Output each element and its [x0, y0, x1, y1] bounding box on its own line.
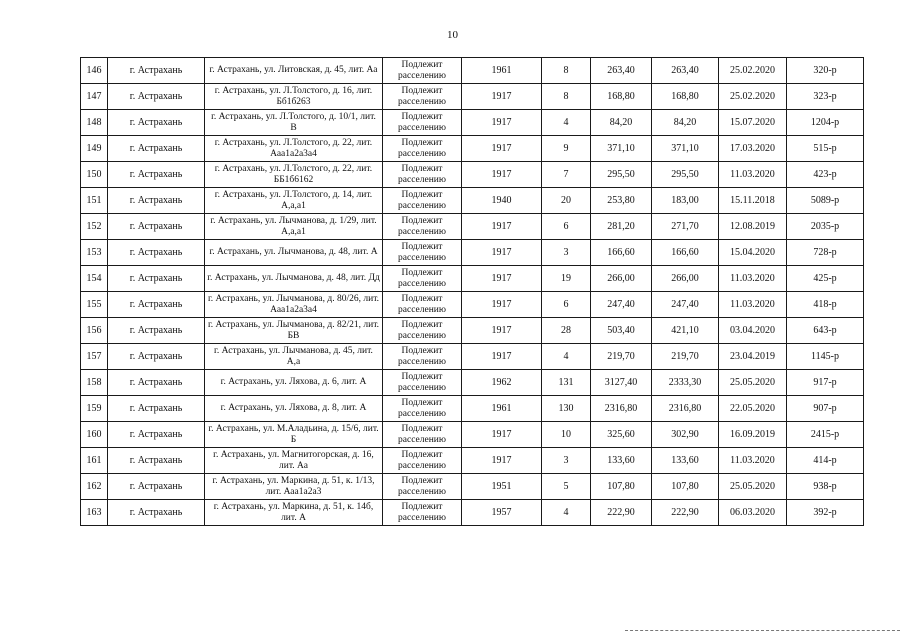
- row-number-cell: 154: [81, 266, 108, 292]
- address-cell: г. Астрахань, ул. Ляхова, д. 8, лит. А: [205, 396, 383, 422]
- year-cell: 1917: [462, 344, 542, 370]
- city-cell: г. Астрахань: [108, 214, 205, 240]
- address-cell: г. Астрахань, ул. Лычманова, д. 48, лит. А: [205, 240, 383, 266]
- decision-date-cell: 15.04.2020: [719, 240, 787, 266]
- residents-count-cell: 20: [542, 188, 591, 214]
- order-number-cell: 907-р: [787, 396, 864, 422]
- status-cell: Подлежит расселению: [383, 136, 462, 162]
- row-number-cell: 156: [81, 318, 108, 344]
- table-row: [81, 110, 864, 136]
- order-number-cell: 323-р: [787, 84, 864, 110]
- status-cell: Подлежит расселению: [383, 84, 462, 110]
- total-area-cell: 107,80: [591, 474, 652, 500]
- order-number-cell: 423-р: [787, 162, 864, 188]
- year-cell: 1951: [462, 474, 542, 500]
- address-cell: г. Астрахань, ул. Ляхова, д. 6, лит. А: [205, 370, 383, 396]
- address-cell: г. Астрахань, ул. Маркина, д. 51, к. 14б, лит. А: [205, 500, 383, 526]
- address-cell: г. Астрахань, ул. Лычманова, д. 45, лит. А,а: [205, 344, 383, 370]
- city-cell: г. Астрахань: [108, 370, 205, 396]
- decision-date-cell: 25.02.2020: [719, 84, 787, 110]
- row-number-cell: 160: [81, 422, 108, 448]
- decision-date-cell: 11.03.2020: [719, 162, 787, 188]
- total-area-cell: 2316,80: [591, 396, 652, 422]
- order-number-cell: 1204-р: [787, 110, 864, 136]
- total-area-cell: 166,60: [591, 240, 652, 266]
- residents-count-cell: 4: [542, 344, 591, 370]
- table-row: [81, 422, 864, 448]
- living-area-cell: 2333,30: [652, 370, 719, 396]
- status-cell: Подлежит расселению: [383, 266, 462, 292]
- row-number-cell: 147: [81, 84, 108, 110]
- living-area-cell: 295,50: [652, 162, 719, 188]
- residents-count-cell: 131: [542, 370, 591, 396]
- page-number: 10: [447, 29, 458, 41]
- order-number-cell: 728-р: [787, 240, 864, 266]
- year-cell: 1917: [462, 214, 542, 240]
- year-cell: 1917: [462, 448, 542, 474]
- decision-date-cell: 25.05.2020: [719, 474, 787, 500]
- order-number-cell: 643-р: [787, 318, 864, 344]
- total-area-cell: 295,50: [591, 162, 652, 188]
- residents-count-cell: 28: [542, 318, 591, 344]
- status-cell: Подлежит расселению: [383, 396, 462, 422]
- residents-count-cell: 5: [542, 474, 591, 500]
- residents-count-cell: 3: [542, 240, 591, 266]
- row-number-cell: 161: [81, 448, 108, 474]
- status-cell: Подлежит расселению: [383, 422, 462, 448]
- status-cell: Подлежит расселению: [383, 188, 462, 214]
- row-number-cell: 157: [81, 344, 108, 370]
- residents-count-cell: 19: [542, 266, 591, 292]
- residents-count-cell: 4: [542, 110, 591, 136]
- address-cell: г. Астрахань, ул. Л.Толстого, д. 22, лит. Ааа1а2а3а4: [205, 136, 383, 162]
- residents-count-cell: 130: [542, 396, 591, 422]
- address-cell: г. Астрахань, ул. Лычманова, д. 48, лит. Дд: [205, 266, 383, 292]
- order-number-cell: 1145-р: [787, 344, 864, 370]
- residents-count-cell: 9: [542, 136, 591, 162]
- decision-date-cell: 11.03.2020: [719, 448, 787, 474]
- total-area-cell: 168,80: [591, 84, 652, 110]
- table-row: [81, 500, 864, 526]
- row-number-cell: 162: [81, 474, 108, 500]
- row-number-cell: 152: [81, 214, 108, 240]
- year-cell: 1961: [462, 58, 542, 84]
- row-number-cell: 149: [81, 136, 108, 162]
- decision-date-cell: 15.11.2018: [719, 188, 787, 214]
- decision-date-cell: 11.03.2020: [719, 292, 787, 318]
- table-row: [81, 292, 864, 318]
- residents-count-cell: 6: [542, 292, 591, 318]
- total-area-cell: 281,20: [591, 214, 652, 240]
- residents-count-cell: 8: [542, 58, 591, 84]
- residents-count-cell: 8: [542, 84, 591, 110]
- total-area-cell: 247,40: [591, 292, 652, 318]
- living-area-cell: 263,40: [652, 58, 719, 84]
- order-number-cell: 414-р: [787, 448, 864, 474]
- city-cell: г. Астрахань: [108, 396, 205, 422]
- city-cell: г. Астрахань: [108, 188, 205, 214]
- city-cell: г. Астрахань: [108, 58, 205, 84]
- status-cell: Подлежит расселению: [383, 214, 462, 240]
- residents-count-cell: 4: [542, 500, 591, 526]
- order-number-cell: 320-р: [787, 58, 864, 84]
- address-cell: г. Астрахань, ул. Литовская, д. 45, лит. Аа: [205, 58, 383, 84]
- year-cell: 1940: [462, 188, 542, 214]
- living-area-cell: 266,00: [652, 266, 719, 292]
- footer-rule: [625, 630, 900, 631]
- year-cell: 1917: [462, 110, 542, 136]
- decision-date-cell: 25.02.2020: [719, 58, 787, 84]
- living-area-cell: 222,90: [652, 500, 719, 526]
- city-cell: г. Астрахань: [108, 422, 205, 448]
- living-area-cell: 84,20: [652, 110, 719, 136]
- order-number-cell: 392-р: [787, 500, 864, 526]
- status-cell: Подлежит расселению: [383, 500, 462, 526]
- living-area-cell: 271,70: [652, 214, 719, 240]
- residents-count-cell: 6: [542, 214, 591, 240]
- table-row: [81, 266, 864, 292]
- order-number-cell: 2415-р: [787, 422, 864, 448]
- city-cell: г. Астрахань: [108, 240, 205, 266]
- city-cell: г. Астрахань: [108, 318, 205, 344]
- residents-count-cell: 3: [542, 448, 591, 474]
- order-number-cell: 917-р: [787, 370, 864, 396]
- living-area-cell: 107,80: [652, 474, 719, 500]
- order-number-cell: 425-р: [787, 266, 864, 292]
- living-area-cell: 166,60: [652, 240, 719, 266]
- table-row: [81, 136, 864, 162]
- row-number-cell: 146: [81, 58, 108, 84]
- status-cell: Подлежит расселению: [383, 474, 462, 500]
- row-number-cell: 159: [81, 396, 108, 422]
- address-cell: г. Астрахань, ул. Л.Толстого, д. 22, лит. ББ1б6162: [205, 162, 383, 188]
- table-row: [81, 240, 864, 266]
- status-cell: Подлежит расселению: [383, 110, 462, 136]
- total-area-cell: 371,10: [591, 136, 652, 162]
- total-area-cell: 266,00: [591, 266, 652, 292]
- decision-date-cell: 12.08.2019: [719, 214, 787, 240]
- year-cell: 1917: [462, 84, 542, 110]
- row-number-cell: 158: [81, 370, 108, 396]
- year-cell: 1917: [462, 266, 542, 292]
- decision-date-cell: 15.07.2020: [719, 110, 787, 136]
- address-cell: г. Астрахань, ул. Маркина, д. 51, к. 1/13, лит. Ааа1а2а3: [205, 474, 383, 500]
- decision-date-cell: 25.05.2020: [719, 370, 787, 396]
- total-area-cell: 219,70: [591, 344, 652, 370]
- total-area-cell: 253,80: [591, 188, 652, 214]
- order-number-cell: 418-р: [787, 292, 864, 318]
- living-area-cell: 247,40: [652, 292, 719, 318]
- table-row: [81, 344, 864, 370]
- status-cell: Подлежит расселению: [383, 292, 462, 318]
- city-cell: г. Астрахань: [108, 344, 205, 370]
- address-cell: г. Астрахань, ул. Лычманова, д. 80/26, лит. Ааа1а2а3а4: [205, 292, 383, 318]
- year-cell: 1917: [462, 318, 542, 344]
- address-cell: г. Астрахань, ул. Л.Толстого, д. 16, лит. Бб1б263: [205, 84, 383, 110]
- year-cell: 1917: [462, 240, 542, 266]
- living-area-cell: 168,80: [652, 84, 719, 110]
- total-area-cell: 325,60: [591, 422, 652, 448]
- table-row: [81, 396, 864, 422]
- table-row: [81, 318, 864, 344]
- housing-table: [80, 57, 864, 526]
- city-cell: г. Астрахань: [108, 84, 205, 110]
- year-cell: 1917: [462, 292, 542, 318]
- table-row: [81, 58, 864, 84]
- decision-date-cell: 16.09.2019: [719, 422, 787, 448]
- living-area-cell: 133,60: [652, 448, 719, 474]
- address-cell: г. Астрахань, ул. Магнитогорская, д. 16, лит. Аа: [205, 448, 383, 474]
- table-row: [81, 214, 864, 240]
- address-cell: г. Астрахань, ул. Лычманова, д. 82/21, лит. БВ: [205, 318, 383, 344]
- living-area-cell: 2316,80: [652, 396, 719, 422]
- order-number-cell: 5089-р: [787, 188, 864, 214]
- living-area-cell: 371,10: [652, 136, 719, 162]
- address-cell: г. Астрахань, ул. Лычманова, д. 1/29, лит. А,а,а1: [205, 214, 383, 240]
- living-area-cell: 219,70: [652, 344, 719, 370]
- row-number-cell: 148: [81, 110, 108, 136]
- year-cell: 1957: [462, 500, 542, 526]
- order-number-cell: 2035-р: [787, 214, 864, 240]
- order-number-cell: 938-р: [787, 474, 864, 500]
- decision-date-cell: 03.04.2020: [719, 318, 787, 344]
- total-area-cell: 84,20: [591, 110, 652, 136]
- decision-date-cell: 22.05.2020: [719, 396, 787, 422]
- city-cell: г. Астрахань: [108, 500, 205, 526]
- residents-count-cell: 7: [542, 162, 591, 188]
- living-area-cell: 302,90: [652, 422, 719, 448]
- living-area-cell: 183,00: [652, 188, 719, 214]
- row-number-cell: 151: [81, 188, 108, 214]
- address-cell: г. Астрахань, ул. Л.Толстого, д. 10/1, лит. В: [205, 110, 383, 136]
- row-number-cell: 150: [81, 162, 108, 188]
- table-row: [81, 84, 864, 110]
- row-number-cell: 155: [81, 292, 108, 318]
- status-cell: Подлежит расселению: [383, 448, 462, 474]
- address-cell: г. Астрахань, ул. Л.Толстого, д. 14, лит. А,а,а1: [205, 188, 383, 214]
- decision-date-cell: 06.03.2020: [719, 500, 787, 526]
- decision-date-cell: 23.04.2019: [719, 344, 787, 370]
- city-cell: г. Астрахань: [108, 448, 205, 474]
- city-cell: г. Астрахань: [108, 162, 205, 188]
- residents-count-cell: 10: [542, 422, 591, 448]
- status-cell: Подлежит расселению: [383, 240, 462, 266]
- table-row: [81, 370, 864, 396]
- year-cell: 1917: [462, 136, 542, 162]
- order-number-cell: 515-р: [787, 136, 864, 162]
- status-cell: Подлежит расселению: [383, 318, 462, 344]
- total-area-cell: 133,60: [591, 448, 652, 474]
- decision-date-cell: 17.03.2020: [719, 136, 787, 162]
- table-row: [81, 448, 864, 474]
- year-cell: 1962: [462, 370, 542, 396]
- table-body: [81, 58, 864, 526]
- year-cell: 1917: [462, 422, 542, 448]
- year-cell: 1961: [462, 396, 542, 422]
- year-cell: 1917: [462, 162, 542, 188]
- living-area-cell: 421,10: [652, 318, 719, 344]
- city-cell: г. Астрахань: [108, 292, 205, 318]
- status-cell: Подлежит расселению: [383, 162, 462, 188]
- status-cell: Подлежит расселению: [383, 344, 462, 370]
- city-cell: г. Астрахань: [108, 474, 205, 500]
- city-cell: г. Астрахань: [108, 110, 205, 136]
- city-cell: г. Астрахань: [108, 266, 205, 292]
- decision-date-cell: 11.03.2020: [719, 266, 787, 292]
- row-number-cell: 163: [81, 500, 108, 526]
- table-row: [81, 474, 864, 500]
- total-area-cell: 3127,40: [591, 370, 652, 396]
- table-row: [81, 162, 864, 188]
- table-row: [81, 188, 864, 214]
- total-area-cell: 503,40: [591, 318, 652, 344]
- city-cell: г. Астрахань: [108, 136, 205, 162]
- status-cell: Подлежит расселению: [383, 58, 462, 84]
- row-number-cell: 153: [81, 240, 108, 266]
- total-area-cell: 263,40: [591, 58, 652, 84]
- address-cell: г. Астрахань, ул. М.Аладьина, д. 15/6, лит. Б: [205, 422, 383, 448]
- total-area-cell: 222,90: [591, 500, 652, 526]
- status-cell: Подлежит расселению: [383, 370, 462, 396]
